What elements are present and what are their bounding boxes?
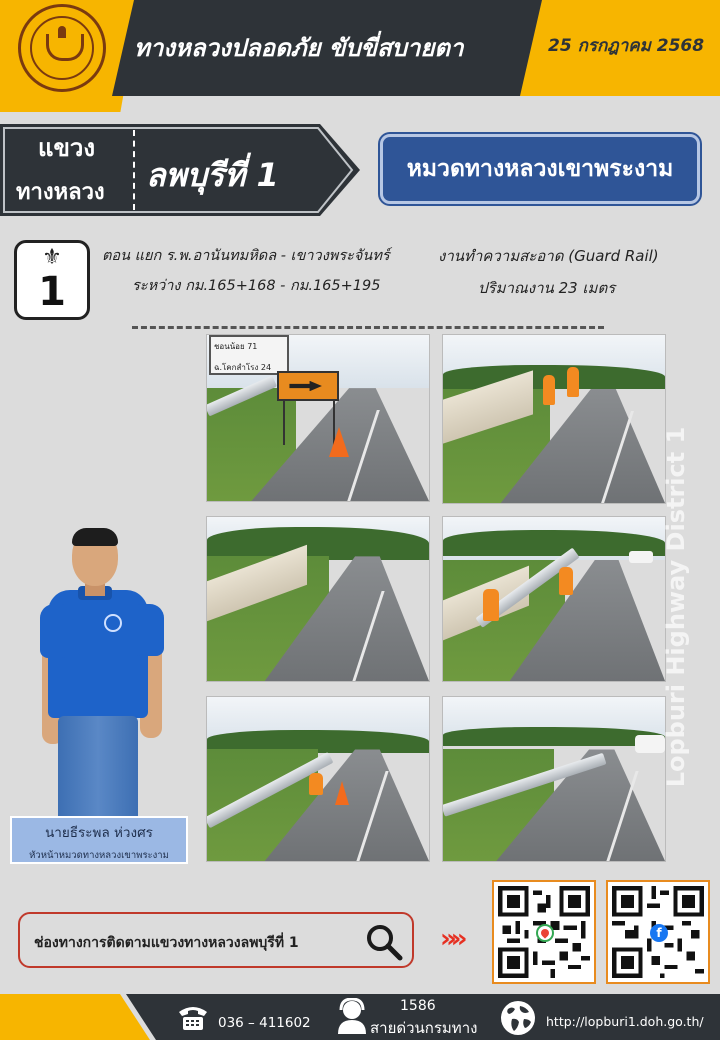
- department-logo: [18, 4, 106, 92]
- work-title: งานทำความสะอาด (Guard Rail): [438, 247, 659, 265]
- follow-channel-box: [18, 912, 414, 968]
- district-label-line2: ทางหลวง: [16, 180, 105, 205]
- dashed-divider: [132, 326, 604, 329]
- district-label-line1: แขวง: [38, 134, 96, 162]
- worker: [559, 567, 573, 595]
- route-number: 1: [38, 269, 66, 315]
- direction-sign-text-1: ชอนน้อย 71: [214, 342, 258, 351]
- route-km-range: ระหว่าง กม.165+168 - กม.165+195: [132, 278, 381, 294]
- work-photo-1: [206, 334, 430, 502]
- district-english-vertical: Lopburi Highway District 1: [662, 426, 690, 788]
- route-badge: [14, 240, 90, 320]
- footer-yellow: [0, 994, 150, 1040]
- direction-sign: [209, 335, 289, 375]
- website-url[interactable]: http://lopburi1.doh.go.th/: [546, 1014, 704, 1029]
- direction-sign-text-2: ฉ.โคกสำโรง 24: [214, 363, 272, 372]
- map-pin-icon: [536, 924, 554, 942]
- unit-name: หมวดทางหลวงเขาพระงาม: [406, 156, 674, 182]
- traffic-cone: [335, 781, 349, 805]
- official-name-plate: [10, 816, 188, 864]
- route-section: ตอน แยก ร.พ.อานันทมหิดล - เขาวงพระจันทร์: [102, 248, 390, 264]
- hotline-label: สายด่วนกรมทาง: [370, 1019, 478, 1037]
- logo-emblem-icon: [30, 16, 94, 80]
- district-name: ลพบุรีที่ 1: [146, 156, 279, 194]
- facebook-icon: f: [650, 924, 668, 942]
- official-name: นายธีระพล ห่วงศร: [45, 825, 153, 841]
- phone-number: 036 – 411602: [218, 1015, 311, 1031]
- header-title: ทางหลวงปลอดภัย ขับขี่สบายตา: [134, 34, 464, 62]
- district-separator: [133, 130, 135, 210]
- work-photo-3: [206, 516, 430, 682]
- search-icon: [364, 922, 404, 962]
- work-quantity: ปริมาณงาน 23 เมตร: [478, 279, 616, 297]
- work-photo-2: [442, 334, 666, 504]
- garuda-emblem-icon: ⚜: [42, 245, 62, 270]
- worker: [309, 773, 323, 795]
- vertical-text-anchor: [662, 412, 693, 788]
- qr-code-map[interactable]: [492, 880, 596, 984]
- qr-code-facebook[interactable]: [606, 880, 710, 984]
- call-center-icon: [336, 998, 368, 1036]
- official-position: หัวหน้าหมวดทางหลวงเขาพระงาม: [29, 850, 169, 861]
- detour-arrow-sign: [277, 371, 339, 401]
- follow-channel-label: ช่องทางการติดตามแขวงทางหลวงลพบุรีที่ 1: [34, 935, 299, 951]
- worker: [543, 375, 555, 405]
- header-date: 25 กรกฎาคม 2568: [548, 36, 705, 56]
- traffic-cone: [329, 427, 349, 457]
- official-photo: [38, 524, 168, 816]
- double-arrow-icon: »»: [440, 924, 462, 954]
- globe-icon: [500, 1000, 536, 1036]
- work-photo-4: [442, 516, 666, 682]
- worker: [483, 589, 499, 621]
- worker: [567, 367, 579, 397]
- phone-icon: [176, 1002, 210, 1032]
- hotline-number: 1586: [400, 998, 436, 1014]
- work-photo-5: [206, 696, 430, 862]
- unit-banner: [380, 134, 700, 204]
- work-photo-6: [442, 696, 666, 862]
